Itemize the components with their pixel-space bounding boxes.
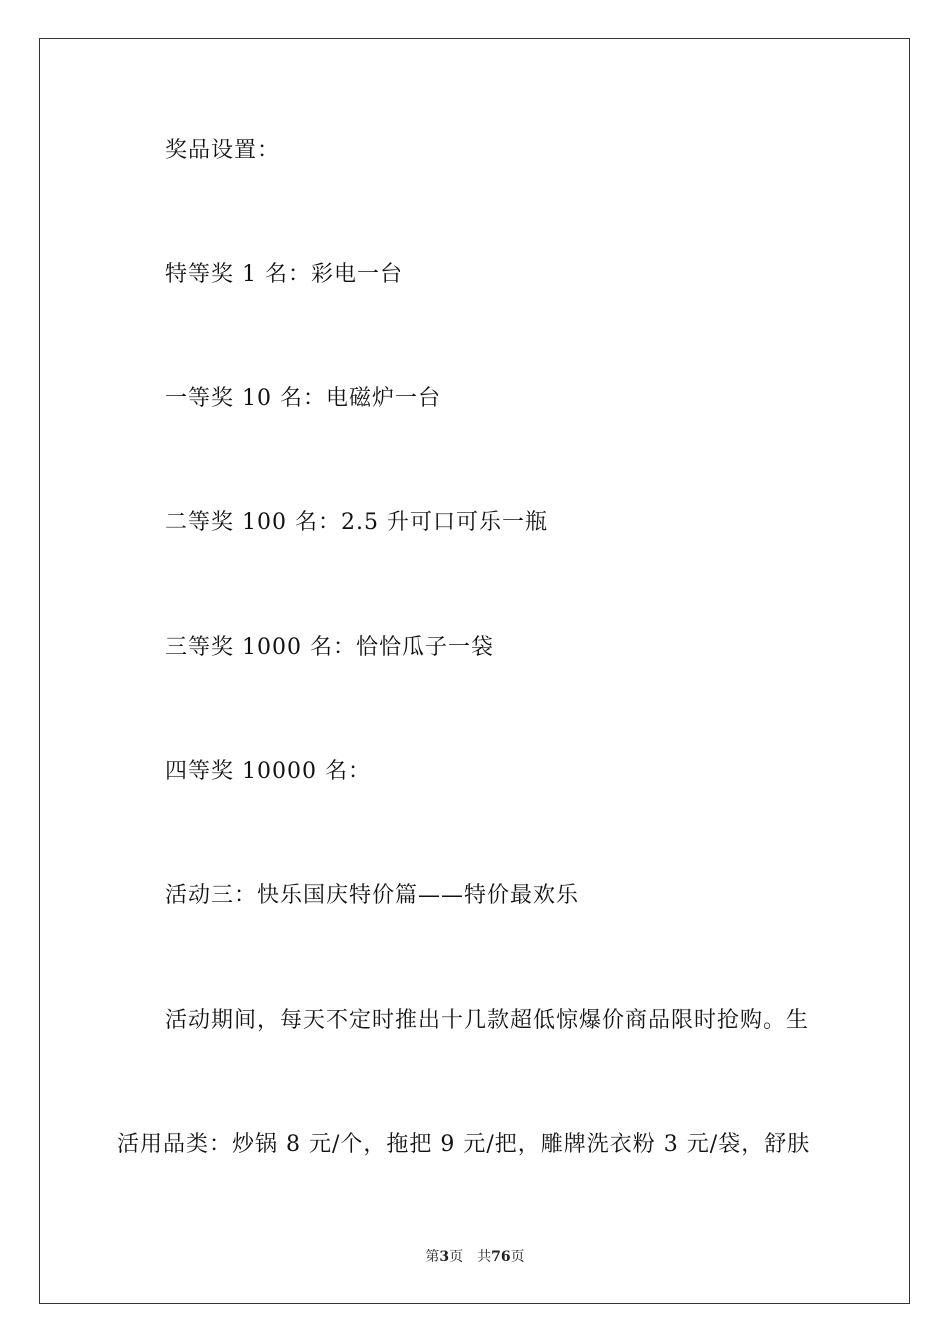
page-border <box>39 38 910 1304</box>
footer-page-number: 3 <box>439 1249 450 1265</box>
footer-total-suffix: 页 <box>510 1249 525 1265</box>
paragraph-first-prize: 一等奖 10 名：电磁炉一台 <box>165 386 441 411</box>
paragraph-third-prize: 三等奖 1000 名：恰恰瓜子一袋 <box>165 635 494 660</box>
paragraph-prize-setup: 奖品设置： <box>165 138 281 163</box>
paragraph-activity-three-title: 活动三：快乐国庆特价篇——特价最欢乐 <box>165 883 580 908</box>
footer-total-pages: 76 <box>491 1249 511 1265</box>
footer-total-prefix: 共 <box>477 1249 492 1265</box>
paragraph-activity-body-line2: 活用品类：炒锅 8 元/个，拖把 9 元/把，雕牌洗衣粉 3 元/袋，舒肤 <box>117 1132 811 1157</box>
footer-page-prefix: 第 <box>425 1249 440 1265</box>
page-footer <box>0 1248 950 1266</box>
paragraph-grand-prize: 特等奖 1 名：彩电一台 <box>165 262 403 287</box>
footer-page-suffix: 页 <box>449 1249 464 1265</box>
paragraph-fourth-prize: 四等奖 10000 名： <box>165 759 371 784</box>
paragraph-activity-body-line1: 活动期间，每天不定时推出十几款超低惊爆价商品限时抢购。生 <box>165 1008 810 1033</box>
paragraph-second-prize: 二等奖 100 名：2.5 升可口可乐一瓶 <box>165 510 548 535</box>
